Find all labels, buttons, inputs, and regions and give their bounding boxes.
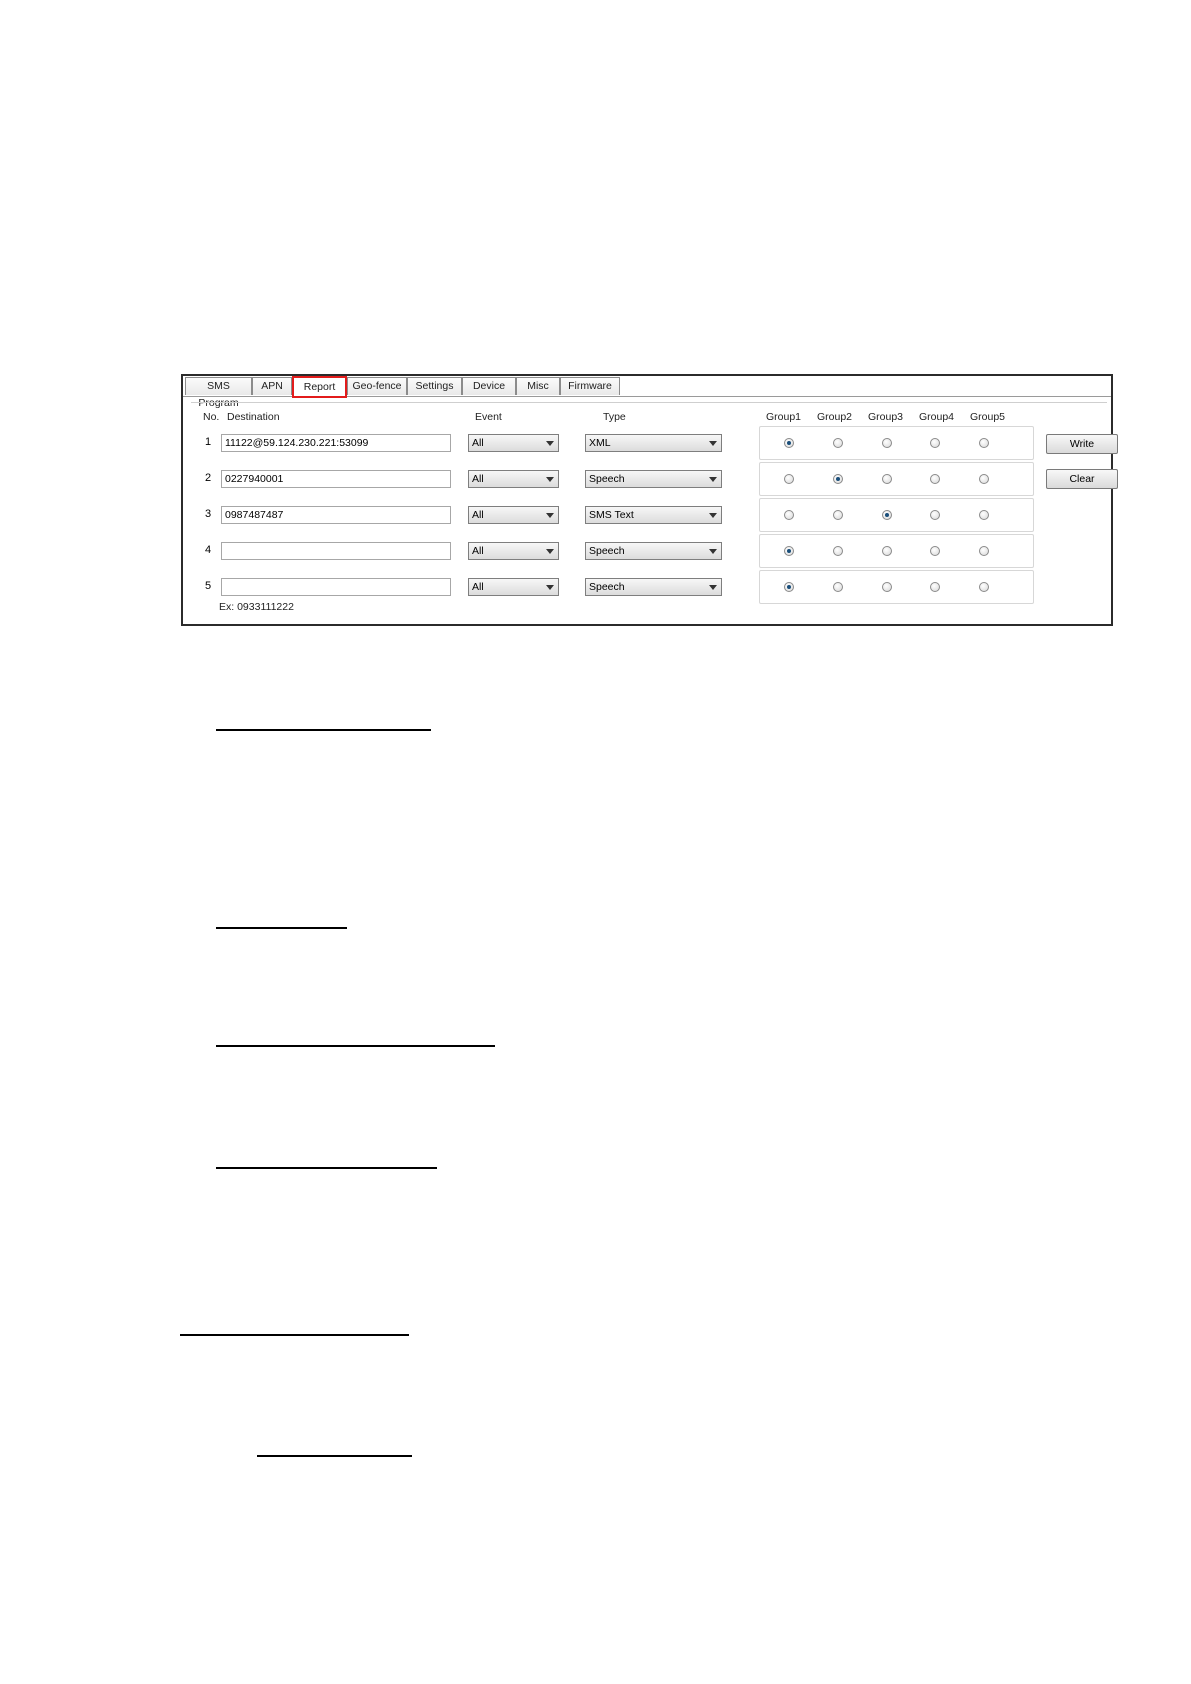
type-select[interactable] (585, 434, 722, 452)
header-group2: Group2 (817, 411, 853, 423)
chevron-down-icon (546, 441, 554, 446)
group-radio-row (759, 498, 1034, 532)
type-value: Speech (589, 581, 625, 593)
group1-radio[interactable] (784, 582, 794, 592)
event-select[interactable] (468, 542, 559, 560)
chevron-down-icon (709, 513, 717, 518)
event-value: All (472, 509, 484, 521)
header-no: No. (203, 411, 220, 423)
tab-apn[interactable]: APN (252, 377, 292, 395)
group-radio-row (759, 426, 1034, 460)
tab-misc[interactable]: Misc (516, 377, 560, 395)
event-select[interactable] (468, 578, 559, 596)
event-value: All (472, 581, 484, 593)
tab-bar (183, 376, 1111, 409)
event-select[interactable] (468, 434, 559, 452)
group5-radio[interactable] (979, 546, 989, 556)
header-event: Event (475, 411, 502, 423)
chevron-down-icon (546, 513, 554, 518)
event-value: All (472, 437, 484, 449)
tab-firmware[interactable]: Firmware (560, 377, 620, 395)
header-group5: Group5 (970, 411, 1006, 423)
header-destination: Destination (227, 411, 280, 423)
group2-radio[interactable] (833, 582, 843, 592)
row-number: 5 (205, 580, 212, 592)
chevron-down-icon (709, 441, 717, 446)
chevron-down-icon (709, 549, 717, 554)
group3-radio[interactable] (882, 546, 892, 556)
chevron-down-icon (546, 477, 554, 482)
header-type: Type (603, 411, 626, 423)
group4-radio[interactable] (930, 546, 940, 556)
header-group3: Group3 (868, 411, 904, 423)
type-value: Speech (589, 545, 625, 557)
header-group4: Group4 (919, 411, 955, 423)
section-underline (216, 729, 431, 731)
type-select[interactable] (585, 470, 722, 488)
tab-report[interactable]: Report (292, 376, 347, 398)
group1-radio[interactable] (784, 438, 794, 448)
event-value: All (472, 473, 484, 485)
group4-radio[interactable] (930, 438, 940, 448)
group3-radio[interactable] (882, 510, 892, 520)
event-select[interactable] (468, 470, 559, 488)
row-number: 3 (205, 508, 212, 520)
row-number: 4 (205, 544, 212, 556)
tab-geo-fence[interactable]: Geo-fence (347, 377, 407, 395)
type-value: SMS Text (589, 509, 634, 521)
section-underline (216, 1045, 495, 1047)
group5-radio[interactable] (979, 510, 989, 520)
section-underline (180, 1334, 409, 1336)
section-underline (257, 1455, 412, 1457)
group-radio-row (759, 570, 1034, 604)
type-select[interactable] (585, 542, 722, 560)
tab-device[interactable]: Device (462, 377, 516, 395)
group-radio-row (759, 534, 1034, 568)
destination-field[interactable] (221, 578, 451, 596)
group2-radio[interactable] (833, 510, 843, 520)
destination-example: Ex: 0933111222 (219, 601, 294, 613)
chevron-down-icon (546, 585, 554, 590)
group2-radio[interactable] (833, 474, 843, 484)
tab-sms-program[interactable]: SMS Program (185, 377, 252, 395)
header-group1: Group1 (766, 411, 802, 423)
event-value: All (472, 545, 484, 557)
chevron-down-icon (709, 585, 717, 590)
destination-field[interactable] (221, 542, 451, 560)
type-select[interactable] (585, 506, 722, 524)
type-value: XML (589, 437, 611, 449)
destination-field[interactable]: 11122@59.124.230.221:53099 (221, 434, 451, 452)
report-panel (191, 402, 1107, 620)
group4-radio[interactable] (930, 582, 940, 592)
group5-radio[interactable] (979, 438, 989, 448)
type-select[interactable] (585, 578, 722, 596)
tab-settings[interactable]: Settings (407, 377, 462, 395)
group1-radio[interactable] (784, 546, 794, 556)
section-underline (216, 927, 347, 929)
destination-field[interactable]: 0227940001 (221, 470, 451, 488)
group3-radio[interactable] (882, 438, 892, 448)
group2-radio[interactable] (833, 546, 843, 556)
event-select[interactable] (468, 506, 559, 524)
type-value: Speech (589, 473, 625, 485)
group1-radio[interactable] (784, 474, 794, 484)
group4-radio[interactable] (930, 510, 940, 520)
destination-field[interactable]: 0987487487 (221, 506, 451, 524)
group3-radio[interactable] (882, 474, 892, 484)
write-button[interactable]: Write (1046, 434, 1118, 454)
section-underline (216, 1167, 437, 1169)
chevron-down-icon (546, 549, 554, 554)
group4-radio[interactable] (930, 474, 940, 484)
group3-radio[interactable] (882, 582, 892, 592)
row-number: 2 (205, 472, 212, 484)
chevron-down-icon (709, 477, 717, 482)
group2-radio[interactable] (833, 438, 843, 448)
report-settings-screenshot (181, 374, 1113, 626)
group-radio-row (759, 462, 1034, 496)
group5-radio[interactable] (979, 474, 989, 484)
group5-radio[interactable] (979, 582, 989, 592)
row-number: 1 (205, 436, 212, 448)
clear-button[interactable]: Clear (1046, 469, 1118, 489)
group1-radio[interactable] (784, 510, 794, 520)
